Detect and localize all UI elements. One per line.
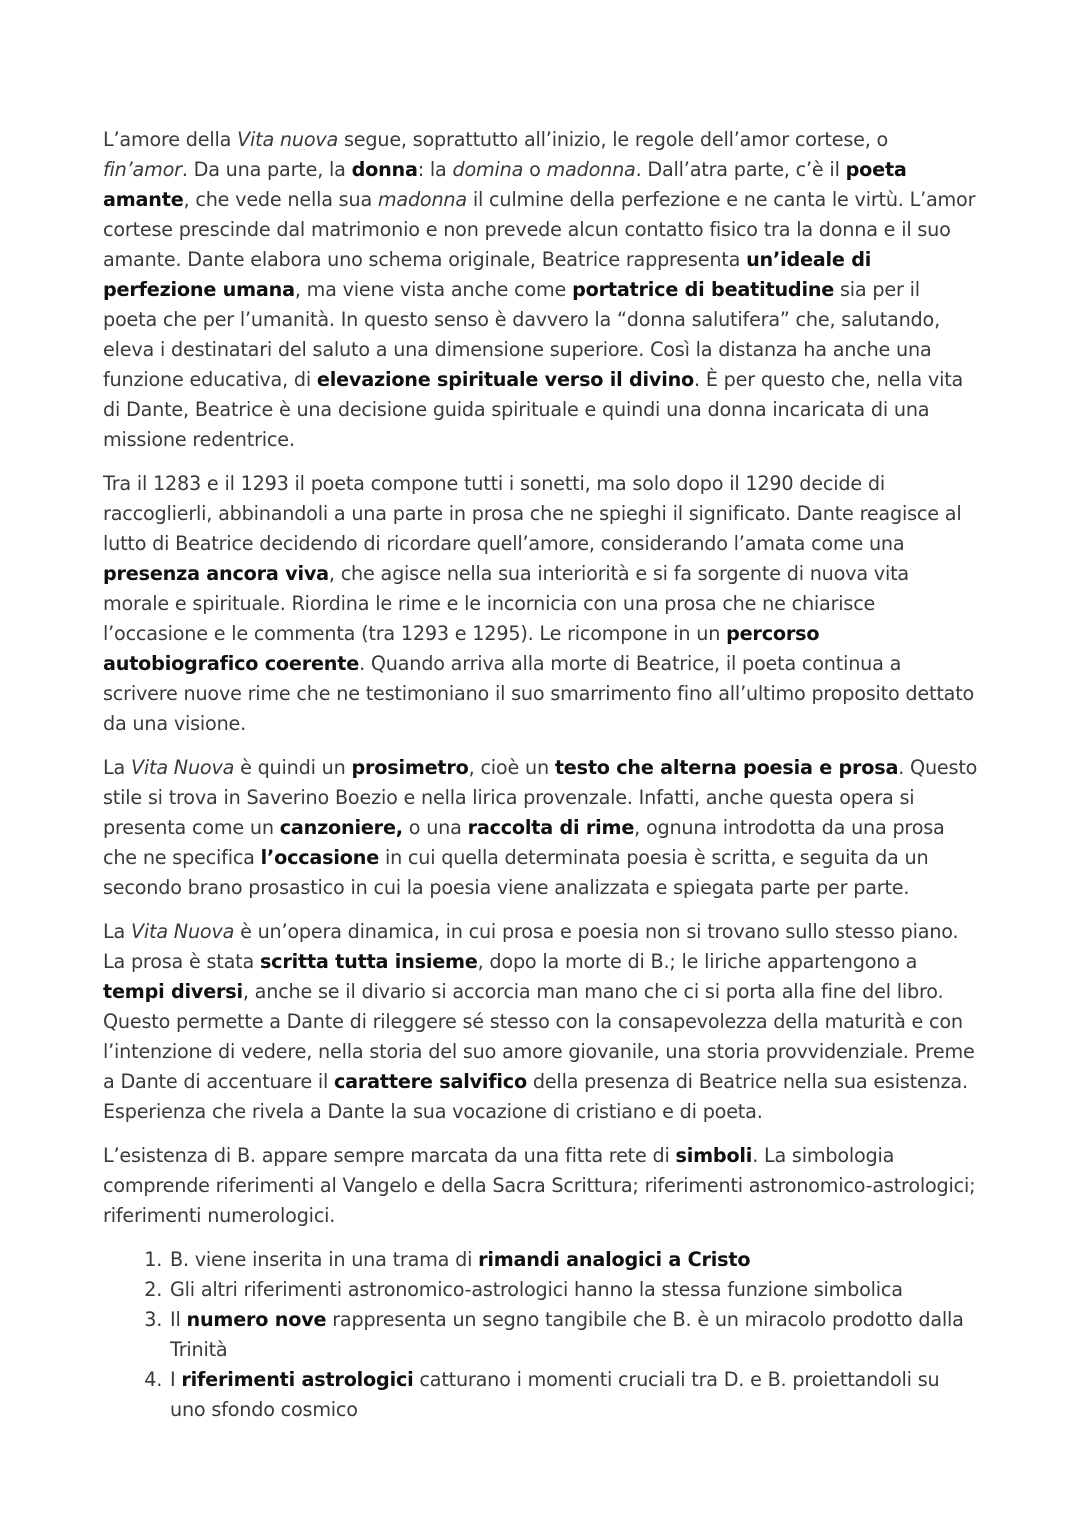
bold-text: rimandi analogici a Cristo bbox=[478, 1248, 751, 1271]
text-run: o una bbox=[402, 816, 468, 839]
italic-text: madonna bbox=[377, 188, 467, 211]
text-run: L’amore della bbox=[103, 128, 238, 151]
text-run: B. viene inserita in una trama di bbox=[170, 1248, 479, 1271]
paragraph bbox=[103, 469, 978, 739]
text-run: , ma viene vista anche come bbox=[294, 278, 573, 301]
paragraph bbox=[103, 1141, 978, 1231]
paragraph bbox=[103, 753, 978, 903]
text-run: . Da una parte, la bbox=[181, 158, 352, 181]
bold-text: riferimenti astrologici bbox=[181, 1368, 414, 1391]
text-run: , anche se il divario si accorcia man mano che ci si porta alla fine del libro. Questo permette a Dante di rileggere sé stesso con la consapevolezza della maturità e con l’intenzione di vedere, nella storia del suo amore giovanile, una storia provvidenziale. Preme a Dante di accentuare il bbox=[103, 980, 975, 1093]
bold-text: tempi diversi bbox=[103, 980, 243, 1003]
list-item bbox=[168, 1275, 978, 1305]
document-body bbox=[103, 125, 978, 1425]
italic-text: Vita nuova bbox=[237, 128, 339, 151]
text-run: , che agisce nella sua interiorità e si fa sorgente di nuova vita morale e spirituale. Riordina le rime e le incornicia con una prosa che ne chiarisce l’occasione e le commenta (tra 1293 e 1295). Le ricompone in un bbox=[103, 562, 909, 645]
text-run: è un’opera dinamica, in cui prosa e poesia non si trovano sullo stesso piano. La prosa è stata bbox=[103, 920, 959, 973]
italic-text: madonna bbox=[546, 158, 636, 181]
text-run: segue, soprattutto all’inizio, le regole dell’amor cortese, o bbox=[338, 128, 889, 151]
bold-text: simboli bbox=[675, 1144, 753, 1167]
list-item bbox=[168, 1245, 978, 1275]
text-run: , dopo la morte di B.; le liriche appartengono a bbox=[477, 950, 918, 973]
text-run: La bbox=[103, 920, 131, 943]
bold-text: portatrice di beatitudine bbox=[572, 278, 835, 301]
numbered-list bbox=[103, 1245, 978, 1425]
list-item bbox=[168, 1365, 978, 1425]
italic-text: fin’amor bbox=[103, 158, 182, 181]
paragraph bbox=[103, 125, 978, 455]
text-run: . Questo stile si trova in Saverino Boezio e nella lirica provenzale. Infatti, anche questa opera si presenta come un bbox=[103, 756, 978, 839]
paragraph bbox=[103, 917, 978, 1127]
text-run: Tra il 1283 e il 1293 il poeta compone tutti i sonetti, ma solo dopo il 1290 decide di raccoglierli, abbinandoli a una parte in prosa che ne spieghi il significato. Dante reagisce al lutto di Beatrice decidendo di ricordare quell’amore, considerando l’amata come una bbox=[103, 472, 962, 555]
list-item bbox=[168, 1305, 978, 1365]
text-run: . La simbologia comprende riferimenti al Vangelo e della Sacra Scrittura; riferimenti astronomico-astrologici; riferimenti numerologici. bbox=[103, 1144, 976, 1227]
bold-text: presenza ancora viva bbox=[103, 562, 329, 585]
italic-text: domina bbox=[452, 158, 524, 181]
text-run: della presenza di Beatrice nella sua esistenza. Esperienza che rivela a Dante la sua vocazione di cristiano e di poeta. bbox=[103, 1070, 968, 1123]
text-run: , cioè un bbox=[468, 756, 555, 779]
bold-text: carattere salvifico bbox=[333, 1070, 527, 1093]
text-run: o bbox=[523, 158, 547, 181]
bold-text: raccolta di rime bbox=[467, 816, 635, 839]
text-run: è quindi un bbox=[234, 756, 352, 779]
text-run: . È per questo che, nella vita di Dante, Beatrice è una decisione guida spirituale e quindi una donna incaricata di una missione redentrice. bbox=[103, 368, 964, 451]
text-run: L’esistenza di B. appare sempre marcata da una fitta rete di bbox=[103, 1144, 676, 1167]
text-run: I bbox=[170, 1368, 182, 1391]
text-run: Il bbox=[170, 1308, 187, 1331]
bold-text: l’occasione bbox=[260, 846, 380, 869]
bold-text: numero nove bbox=[186, 1308, 327, 1331]
bold-text: prosimetro bbox=[351, 756, 469, 779]
bold-text: percorso autobiografico coerente bbox=[103, 622, 820, 675]
text-run: , ognuna introdotta da una prosa che ne specifica bbox=[103, 816, 945, 869]
text-run: il culmine della perfezione e ne canta le virtù. L’amor cortese prescinde dal matrimonio e non prevede alcun contatto fisico tra la donna e il suo amante. Dante elabora uno schema originale, Beatrice rappresenta bbox=[103, 188, 976, 271]
text-run: rappresenta un segno tangibile che B. è un miracolo prodotto dalla Trinità bbox=[170, 1308, 964, 1361]
italic-text: Vita Nuova bbox=[130, 920, 235, 943]
text-run: , che vede nella sua bbox=[183, 188, 378, 211]
text-run: sia per il poeta che per l’umanità. In questo senso è davvero la “donna salutifera” che, salutando, eleva i destinatari del saluto a una dimensione superiore. Così la distanza ha anche una funzione educativa, di bbox=[103, 278, 940, 391]
bold-text: donna bbox=[351, 158, 418, 181]
bold-text: canzoniere, bbox=[279, 816, 403, 839]
italic-text: Vita Nuova bbox=[130, 756, 235, 779]
bold-text: scritta tutta insieme bbox=[259, 950, 478, 973]
text-run: La bbox=[103, 756, 131, 779]
bold-text: testo che alterna poesia e prosa bbox=[554, 756, 899, 779]
text-run: Gli altri riferimenti astronomico-astrologici hanno la stessa funzione simbolica bbox=[170, 1278, 903, 1301]
bold-text: elevazione spirituale verso il divino bbox=[316, 368, 695, 391]
bold-text: poeta amante bbox=[103, 158, 907, 211]
text-run: catturano i momenti cruciali tra D. e B. proiettandoli su uno sfondo cosmico bbox=[170, 1368, 940, 1421]
text-run: in cui quella determinata poesia è scritta, e seguita da un secondo brano prosastico in cui la poesia viene analizzata e spiegata parte per parte. bbox=[103, 846, 929, 899]
bold-text: un’ideale di perfezione umana bbox=[103, 248, 872, 301]
text-run: : la bbox=[417, 158, 453, 181]
text-run: . Dall’atra parte, c’è il bbox=[635, 158, 846, 181]
text-run: . Quando arriva alla morte di Beatrice, il poeta continua a scrivere nuove rime che ne testimoniano il suo smarrimento fino all’ultimo proposito dettato da una visione. bbox=[103, 652, 975, 735]
